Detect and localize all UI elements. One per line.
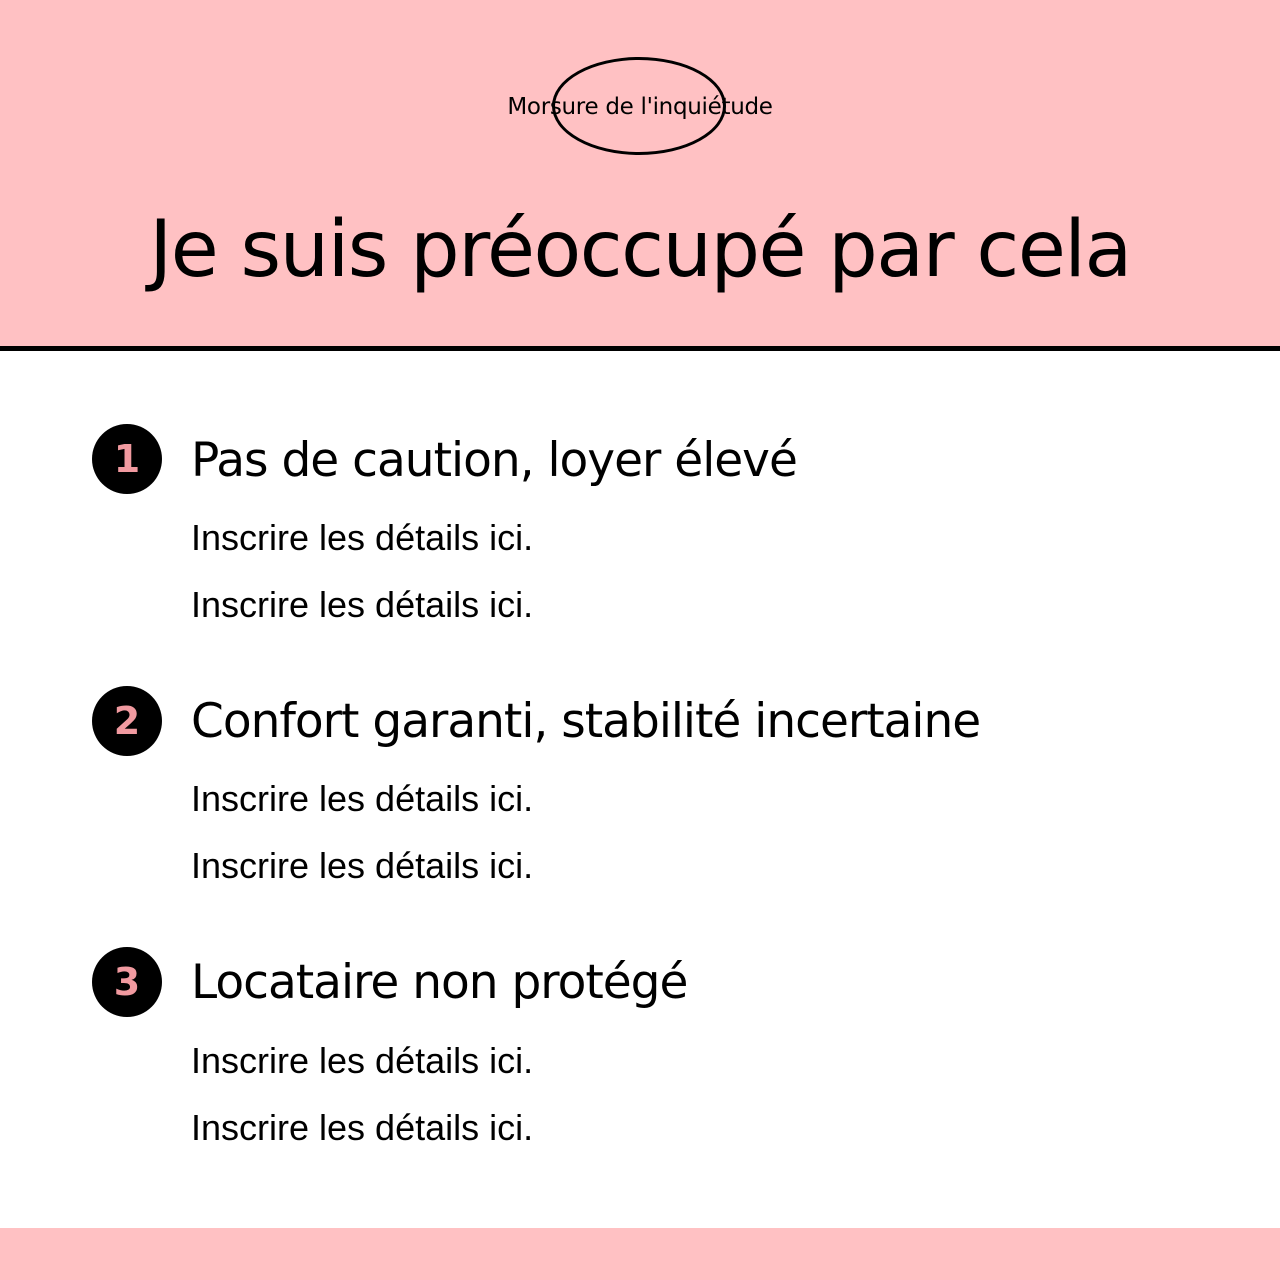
footer-band <box>0 1228 1280 1280</box>
item-title: Confort garanti, stabilité incertaine <box>191 694 981 749</box>
brand-logo <box>0 55 1280 161</box>
item-title: Pas de caution, loyer élevé <box>191 433 797 488</box>
item-number-badge: 3 <box>92 947 162 1017</box>
item-number-badge: 2 <box>92 686 162 756</box>
page-title: Je suis préoccupé par cela <box>149 205 1131 295</box>
item-number-badge: 1 <box>92 424 162 494</box>
item-detail: Inscrire les détails ici. <box>191 584 534 625</box>
item-detail: Inscrire les détails ici. <box>191 778 534 819</box>
brand-name: Morsure de l'inquiétude <box>507 94 773 120</box>
header-band <box>0 0 1280 351</box>
item-detail: Inscrire les détails ici. <box>191 845 534 886</box>
item-detail: Inscrire les détails ici. <box>191 517 534 558</box>
list-item <box>0 873 1280 1148</box>
list-item <box>0 351 1280 625</box>
item-detail: Inscrire les détails ici. <box>191 1107 534 1148</box>
item-title: Locataire non protégé <box>191 955 688 1010</box>
list-item <box>0 612 1280 886</box>
item-detail: Inscrire les détails ici. <box>191 1040 534 1081</box>
